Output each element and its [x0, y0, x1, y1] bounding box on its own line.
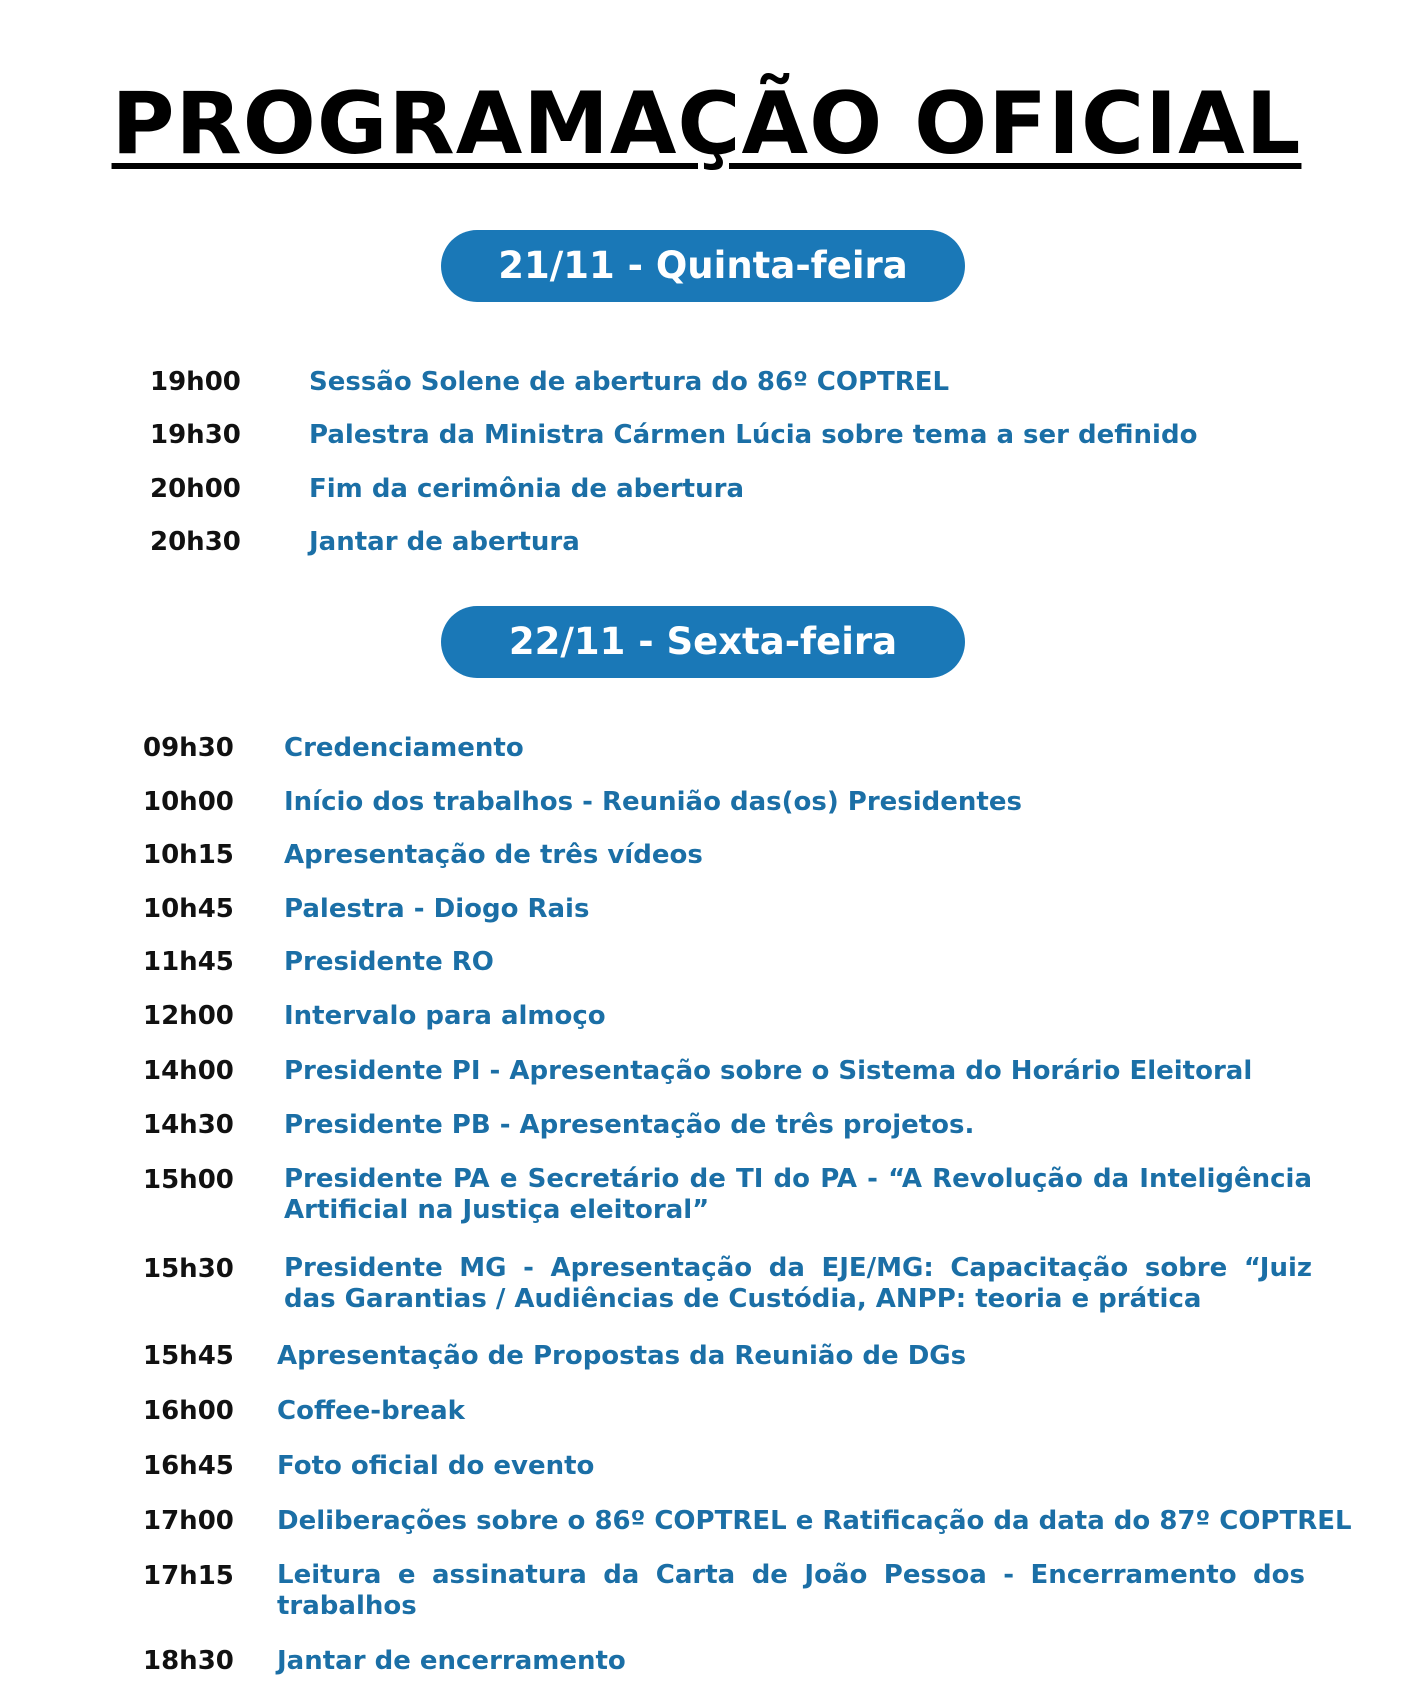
page-title	[0, 74, 1413, 174]
schedule-row	[143, 1109, 974, 1141]
schedule-row	[143, 1450, 594, 1482]
schedule-row	[150, 473, 744, 505]
schedule-row	[143, 732, 524, 764]
schedule-time: 10h45	[143, 894, 234, 924]
schedule-event: Credenciamento	[284, 733, 524, 763]
schedule-event: Fim da cerimônia de abertura	[309, 474, 744, 504]
day-header-thursday: 21/11 - Quinta-feira	[441, 230, 965, 302]
schedule-time: 10h15	[143, 840, 234, 870]
schedule-time: 20h00	[150, 474, 241, 504]
schedule-time: 15h30	[143, 1254, 234, 1284]
schedule-event: Presidente PB - Apresentação de três projetos.	[284, 1110, 975, 1140]
schedule-time: 20h30	[150, 527, 241, 557]
schedule-time: 14h30	[143, 1110, 234, 1140]
schedule-event: Apresentação de Propostas da Reunião de DGs	[277, 1341, 967, 1371]
schedule-time: 15h00	[143, 1165, 234, 1195]
schedule-time: 17h15	[143, 1561, 234, 1591]
schedule-time: 11h45	[143, 947, 234, 977]
schedule-event: Palestra - Diogo Rais	[284, 894, 590, 924]
schedule-event: Presidente PA e Secretário de TI do PA - “A Revolução da Inteligência Artificial na Justiça eleitoral”	[284, 1164, 1312, 1225]
schedule-event: Foto oficial do evento	[277, 1451, 595, 1481]
schedule-event: Intervalo para almoço	[284, 1001, 606, 1031]
schedule-event: Início dos trabalhos - Reunião das(os) Presidentes	[284, 787, 1022, 817]
schedule-row	[143, 1055, 1252, 1087]
schedule-time: 10h00	[143, 787, 234, 817]
schedule-time: 15h45	[143, 1341, 234, 1371]
schedule-row	[143, 1505, 1352, 1537]
schedule-row	[143, 1164, 1312, 1226]
schedule-row	[143, 1253, 1312, 1315]
schedule-row	[143, 1395, 465, 1427]
schedule-event: Leitura e assinatura da Carta de João Pessoa - Encerramento dos trabalhos	[277, 1560, 1305, 1621]
schedule-row	[143, 1000, 606, 1032]
schedule-event: Deliberações sobre o 86º COPTREL e Ratificação da data do 87º COPTREL	[277, 1506, 1352, 1536]
schedule-event: Sessão Solene de abertura do 86º COPTREL	[309, 367, 950, 397]
schedule-row	[143, 839, 703, 871]
schedule-row	[143, 786, 1022, 818]
schedule-event: Palestra da Ministra Cármen Lúcia sobre tema a ser definido	[309, 420, 1198, 450]
schedule-event: Jantar de abertura	[309, 527, 580, 557]
schedule-row	[150, 526, 580, 558]
schedule-event: Presidente PI - Apresentação sobre o Sistema do Horário Eleitoral	[284, 1056, 1253, 1086]
schedule-row	[143, 893, 589, 925]
schedule-row	[143, 1645, 626, 1677]
page-title-text: PROGRAMAÇÃO OFICIAL	[111, 74, 1302, 174]
schedule-row	[143, 1560, 1305, 1622]
schedule-time: 16h00	[143, 1396, 234, 1426]
day-header-friday: 22/11 - Sexta-feira	[441, 606, 965, 678]
schedule-time: 09h30	[143, 733, 234, 763]
schedule-time: 18h30	[143, 1646, 234, 1676]
schedule-row	[143, 946, 494, 978]
schedule-row	[150, 366, 949, 398]
schedule-event: Coffee-break	[277, 1396, 465, 1426]
schedule-time: 19h00	[150, 367, 241, 397]
schedule-row	[143, 1340, 966, 1372]
schedule-time: 19h30	[150, 420, 241, 450]
schedule-event: Apresentação de três vídeos	[284, 840, 703, 870]
schedule-event: Presidente MG - Apresentação da EJE/MG: Capacitação sobre “Juiz das Garantias / Audiências de Custódia, ANPP: teoria e prática	[284, 1253, 1312, 1314]
schedule-event: Jantar de encerramento	[277, 1646, 626, 1676]
schedule-row	[150, 419, 1197, 451]
schedule-event: Presidente RO	[284, 947, 494, 977]
schedule-time: 12h00	[143, 1001, 234, 1031]
schedule-time: 14h00	[143, 1056, 234, 1086]
schedule-time: 17h00	[143, 1506, 234, 1536]
schedule-time: 16h45	[143, 1451, 234, 1481]
